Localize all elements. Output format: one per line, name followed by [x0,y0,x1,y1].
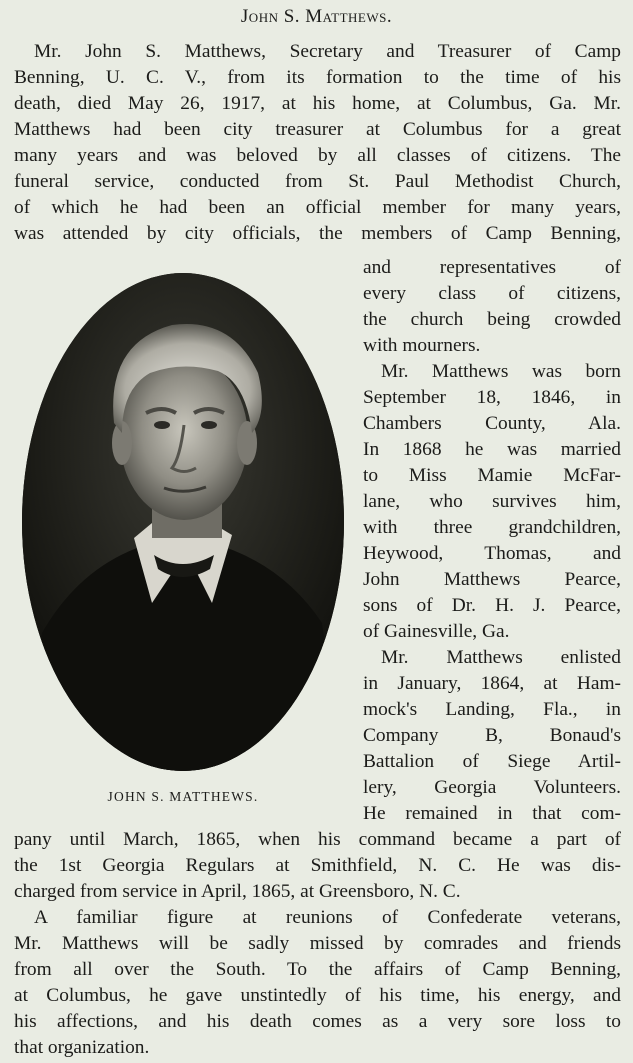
body-line: at Columbus, he gave unstintedly of his time, his energy, and [14,985,621,1006]
body-line: death, died May 26, 1917, at his home, at Columbus, Ga. Mr. [14,93,621,114]
body-line: He remained in that com- [363,803,621,824]
body-line: many years and was beloved by all classes of citizens. The [14,145,621,166]
body-line: every class of citizens, [363,283,621,304]
body-line: Company B, Bonaud's [363,725,621,746]
body-line: funeral service, conducted from St. Paul Methodist Church, [14,171,621,192]
body-line: September 18, 1846, in [363,387,621,408]
body-line: A familiar figure at reunions of Confederate veterans, [34,907,621,928]
body-line: John Matthews Pearce, [363,569,621,590]
body-line: Mr. John S. Matthews, Secretary and Treasurer of Camp [34,41,621,62]
body-line: the 1st Georgia Regulars at Smithfield, N. C. He was dis- [14,855,621,876]
body-line: sons of Dr. H. J. Pearce, [363,595,621,616]
body-line: the church being crowded [363,309,621,330]
body-line: Mr. Matthews was born [381,361,621,382]
body-line: of Gainesville, Ga. [363,621,510,642]
body-line: his affections, and his death comes as a very sore loss to [14,1011,621,1032]
body-line: Mr. Matthews enlisted [381,647,621,668]
body-line: of which he had been an official member for many years, [14,197,621,218]
body-line: pany until March, 1865, when his command became a part of [14,829,621,850]
body-line: to Miss Mamie McFar- [363,465,621,486]
body-line: In 1868 he was married [363,439,621,460]
body-line: Chambers County, Ala. [363,413,621,434]
portrait-photo [22,273,344,771]
body-line: lery, Georgia Volunteers. [363,777,621,798]
body-line: that organization. [14,1037,150,1058]
body-line: with mourners. [363,335,481,356]
body-line: Matthews had been city treasurer at Columbus for a great [14,119,621,140]
body-line: Battalion of Siege Artil- [363,751,621,772]
body-line: Heywood, Thomas, and [363,543,621,564]
body-line: with three grandchildren, [363,517,621,538]
portrait-caption: JOHN S. MATTHEWS. [107,789,259,804]
body-line: and representatives of [363,257,621,278]
article-title: John S. Matthews. [240,6,393,27]
body-line: from all over the South. To the affairs of Camp Benning, [14,959,621,980]
body-line: was attended by city officials, the members of Camp Benning, [14,223,621,244]
body-line: mock's Landing, Fla., in [363,699,621,720]
body-line: lane, who survives him, [363,491,621,512]
body-line: Benning, U. C. V., from its formation to the time of his [14,67,621,88]
body-line: charged from service in April, 1865, at Greensboro, N. C. [14,881,461,902]
body-line: Mr. Matthews will be sadly missed by comrades and friends [14,933,621,954]
body-line: in January, 1864, at Ham- [363,673,621,694]
